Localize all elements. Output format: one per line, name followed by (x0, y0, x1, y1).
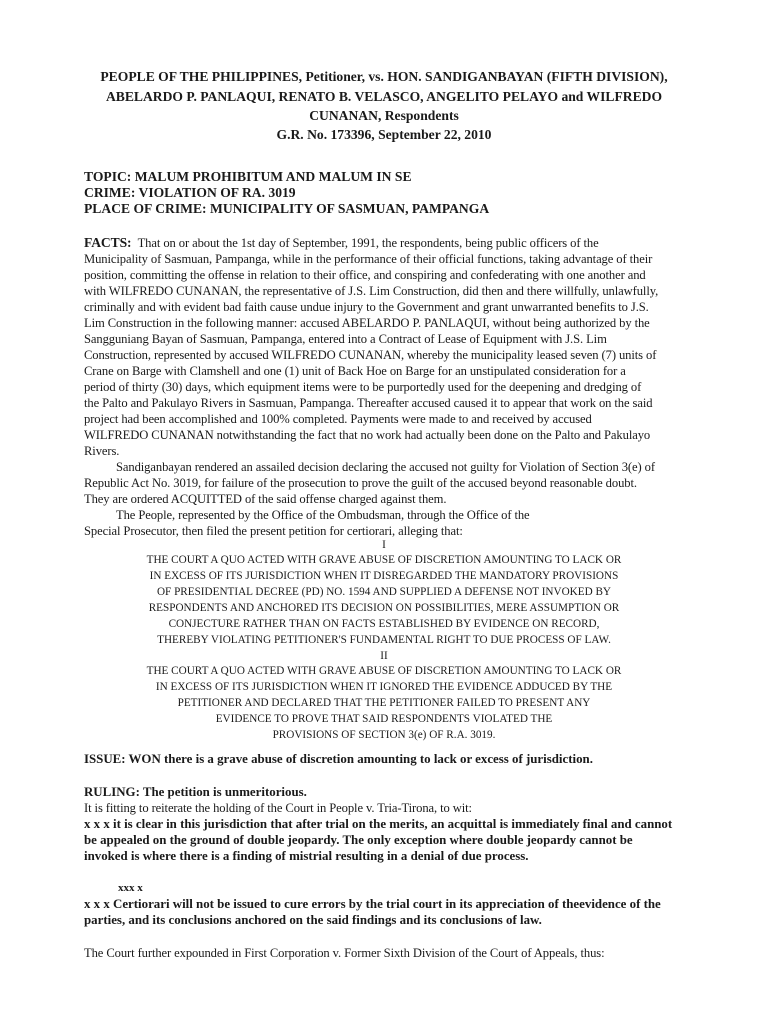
petition-line-1: The People, represented by the Office of the Ombudsman, through the Office of the (116, 508, 530, 522)
case-citation: G.R. No. 173396, September 22, 2010 (276, 127, 492, 142)
facts-line-4: with WILFREDO CUNANAN, the representative of J.S. Lim Construction, did then and there willfully, unlawfully, (84, 284, 659, 298)
quote-1-line-3: invoked is where there is a finding of mistrial resulting in a denial of due process. (84, 849, 529, 863)
ground-1-line-3: OF PRESIDENTIAL DECREE (PD) NO. 1594 AND SUPPLIED A DEFENSE NOT INVOKED BY (156, 586, 612, 598)
facts-line-2: Municipality of Sasmuan, Pampanga, while in the performance of their official functions, taking advantage of their (84, 252, 653, 266)
crime-heading: CRIME: VIOLATION OF RA. 3019 (84, 185, 296, 200)
facts-line-9: Crane on Barge with Clamshell and one (1) unit of Back Hoe on Barge for an unstipulated consideration for a (84, 364, 626, 378)
topic-heading: TOPIC: MALUM PROHIBITUM AND MALUM IN SE (84, 169, 412, 184)
petition-line-2: Special Prosecutor, then filed the present petition for certiorari, alleging that: (84, 524, 463, 538)
closing-paragraph: The Court further expounded in First Corporation v. Former Sixth Division of the Court of Appeals, thus: (84, 946, 605, 960)
facts-line-11: the Palto and Pakulayo Rivers in Sasmuan, Pampanga. Thereafter accused caused it to appear that work on the said (84, 396, 653, 410)
ground-2-line-3: PETITIONER AND DECLARED THAT THE PETITIONER FAILED TO PRESENT ANY (177, 697, 591, 709)
facts-label: FACTS: (84, 235, 132, 250)
decision-line-2: Republic Act No. 3019, for failure of the prosecution to prove the guilt of the accused beyond reasonable doubt. (84, 476, 637, 490)
facts-text: That on or about the 1st day of September, 1991, the respondents, being public officers of the (137, 236, 599, 250)
ground-2-line-2: IN EXCESS OF ITS JURISDICTION WHEN IT IGNORED THE EVIDENCE ADDUCED BY THE (155, 681, 613, 693)
quote-1-line-2: be appealed on the ground of double jeopardy. The only exception where double jeopardy cannot be (84, 833, 633, 847)
ground-2-line-5: PROVISIONS OF SECTION 3(e) OF R.A. 3019. (272, 729, 496, 741)
case-title-line-3: CUNANAN, Respondents (309, 108, 459, 123)
facts-line-1 (84, 235, 599, 251)
ground-1-line-5: CONJECTURE RATHER THAN ON FACTS ESTABLISHED BY EVIDENCE ON RECORD, (168, 618, 600, 630)
facts-line-8: Construction, represented by accused WILFREDO CUNANAN, whereby the municipality leased seven (7) units of (84, 348, 657, 362)
ground-1-line-1: THE COURT A QUO ACTED WITH GRAVE ABUSE OF DISCRETION AMOUNTING TO LACK OR (146, 554, 622, 566)
ground-1-numeral: I (382, 539, 386, 551)
ruling-heading: RULING: The petition is unmeritorious. (84, 785, 307, 799)
case-title-line-2: ABELARDO P. PANLAQUI, RENATO B. VELASCO, ANGELITO PELAYO and WILFREDO (105, 89, 663, 104)
quote-1-line-1: x x x it is clear in this jurisdiction that after trial on the merits, an acquittal is immediately final and cannot (84, 817, 673, 831)
quote-2-line-1: x x x Certiorari will not be issued to cure errors by the trial court in its appreciation of theevidence of the (84, 897, 661, 911)
ground-2-line-1: THE COURT A QUO ACTED WITH GRAVE ABUSE OF DISCRETION AMOUNTING TO LACK OR (146, 665, 622, 677)
facts-line-12: project had been accomplished and 100% completed. Payments were made to and received by accused (84, 412, 592, 426)
issue-statement: ISSUE: WON there is a grave abuse of discretion amounting to lack or excess of jurisdiction. (84, 752, 593, 766)
facts-line-13: WILFREDO CUNANAN notwithstanding the fact that no work had actually been done on the Palto and Pakulayo (84, 428, 651, 442)
facts-line-14: Rivers. (84, 444, 120, 458)
facts-line-10: period of thirty (30) days, which equipment items were to be purportedly used for the deepening and dredging of (84, 380, 642, 394)
case-title-line-1: PEOPLE OF THE PHILIPPINES, Petitioner, vs. HON. SANDIGANBAYAN (FIFTH DIVISION), (100, 69, 668, 84)
facts-line-6: Lim Construction in the following manner: accused ABELARDO P. PANLAQUI, without being authorized by the (84, 316, 650, 330)
quote-2-line-2: parties, and its conclusions anchored on the said findings and its conclusions of law. (84, 913, 542, 927)
decision-line-1: Sandiganbayan rendered an assailed decision declaring the accused not guilty for Violation of Section 3(e) of (116, 460, 655, 474)
decision-line-3: They are ordered ACQUITTED of the said offense charged against them. (84, 492, 447, 506)
ground-1-line-6: THEREBY VIOLATING PETITIONER'S FUNDAMENTAL RIGHT TO DUE PROCESS OF LAW. (157, 634, 611, 646)
facts-line-5: criminally and with evident bad faith cause undue injury to the Government and grant unwarranted benefits to J.S. (84, 300, 649, 314)
ellipsis-marker: xxx x (118, 882, 143, 894)
ground-2-line-4: EVIDENCE TO PROVE THAT SAID RESPONDENTS VIOLATED THE (215, 713, 553, 725)
facts-line-7: Sangguniang Bayan of Sasmuan, Pampanga, entered into a Contract of Lease of Equipment with J.S. Lim (84, 332, 607, 346)
facts-line-3: position, committing the offense in relation to their office, and conspiring and confederating with one another and (84, 268, 646, 282)
ruling-intro: It is fitting to reiterate the holding of the Court in People v. Tria-Tirona, to wit: (84, 801, 472, 815)
ground-1-line-2: IN EXCESS OF ITS JURISDICTION WHEN IT DISREGARDED THE MANDATORY PROVISIONS (149, 570, 619, 582)
place-heading: PLACE OF CRIME: MUNICIPALITY OF SASMUAN, PAMPANGA (84, 201, 490, 216)
ground-1-line-4: RESPONDENTS AND ANCHORED ITS DECISION ON POSSIBILITIES, MERE ASSUMPTION OR (148, 602, 620, 614)
ground-2-numeral: II (380, 650, 388, 662)
